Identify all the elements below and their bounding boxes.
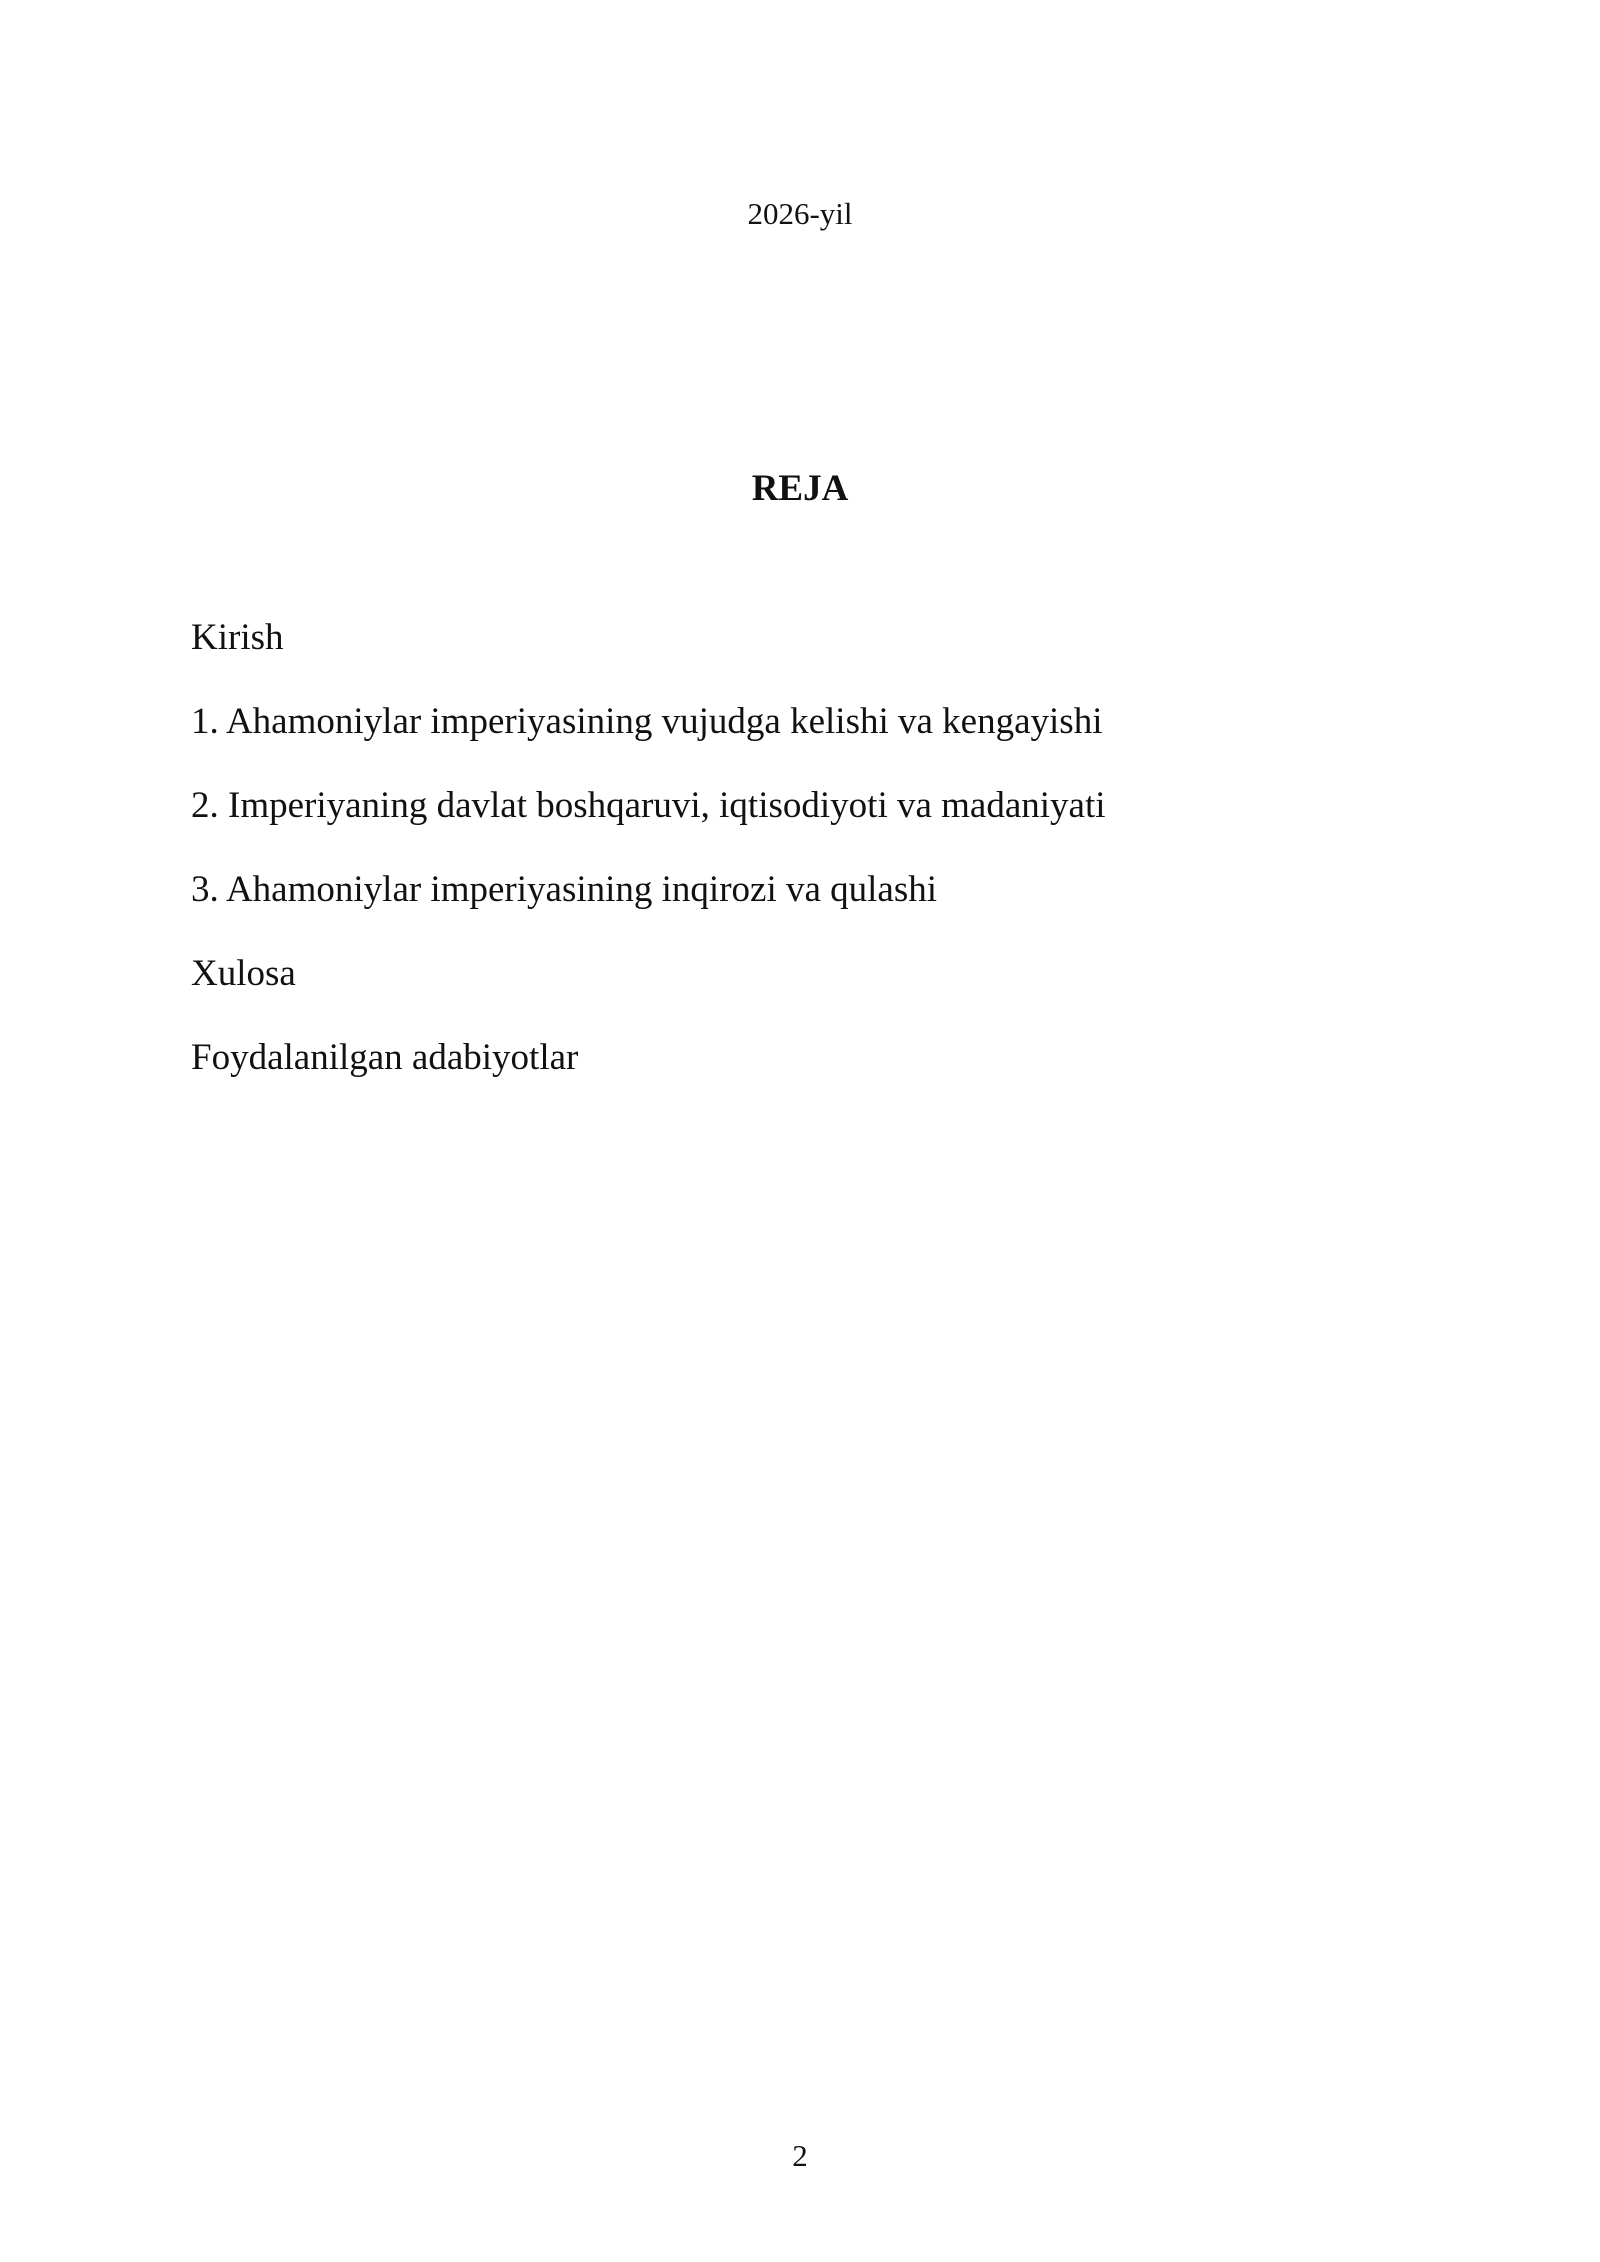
plan-item-2: 2. Imperiyaning davlat boshqaruvi, iqtisodiyoti va madaniyati <box>191 785 1106 826</box>
page-title: REJA <box>751 468 849 509</box>
plan-list <box>191 615 1106 1119</box>
plan-item-3: 3. Ahamoniylar imperiyasining inqirozi va qulashi <box>191 869 938 910</box>
plan-item-1: 1. Ahamoniylar imperiyasining vujudga kelishi va kengayishi <box>191 701 1103 742</box>
plan-item-references: Foydalanilgan adabiyotlar <box>191 1037 579 1078</box>
plan-item-introduction: Kirish <box>191 617 284 658</box>
year-text: 2026-yil <box>747 196 853 231</box>
plan-item-conclusion: Xulosa <box>191 953 296 994</box>
page-number: 2 <box>792 2138 808 2173</box>
